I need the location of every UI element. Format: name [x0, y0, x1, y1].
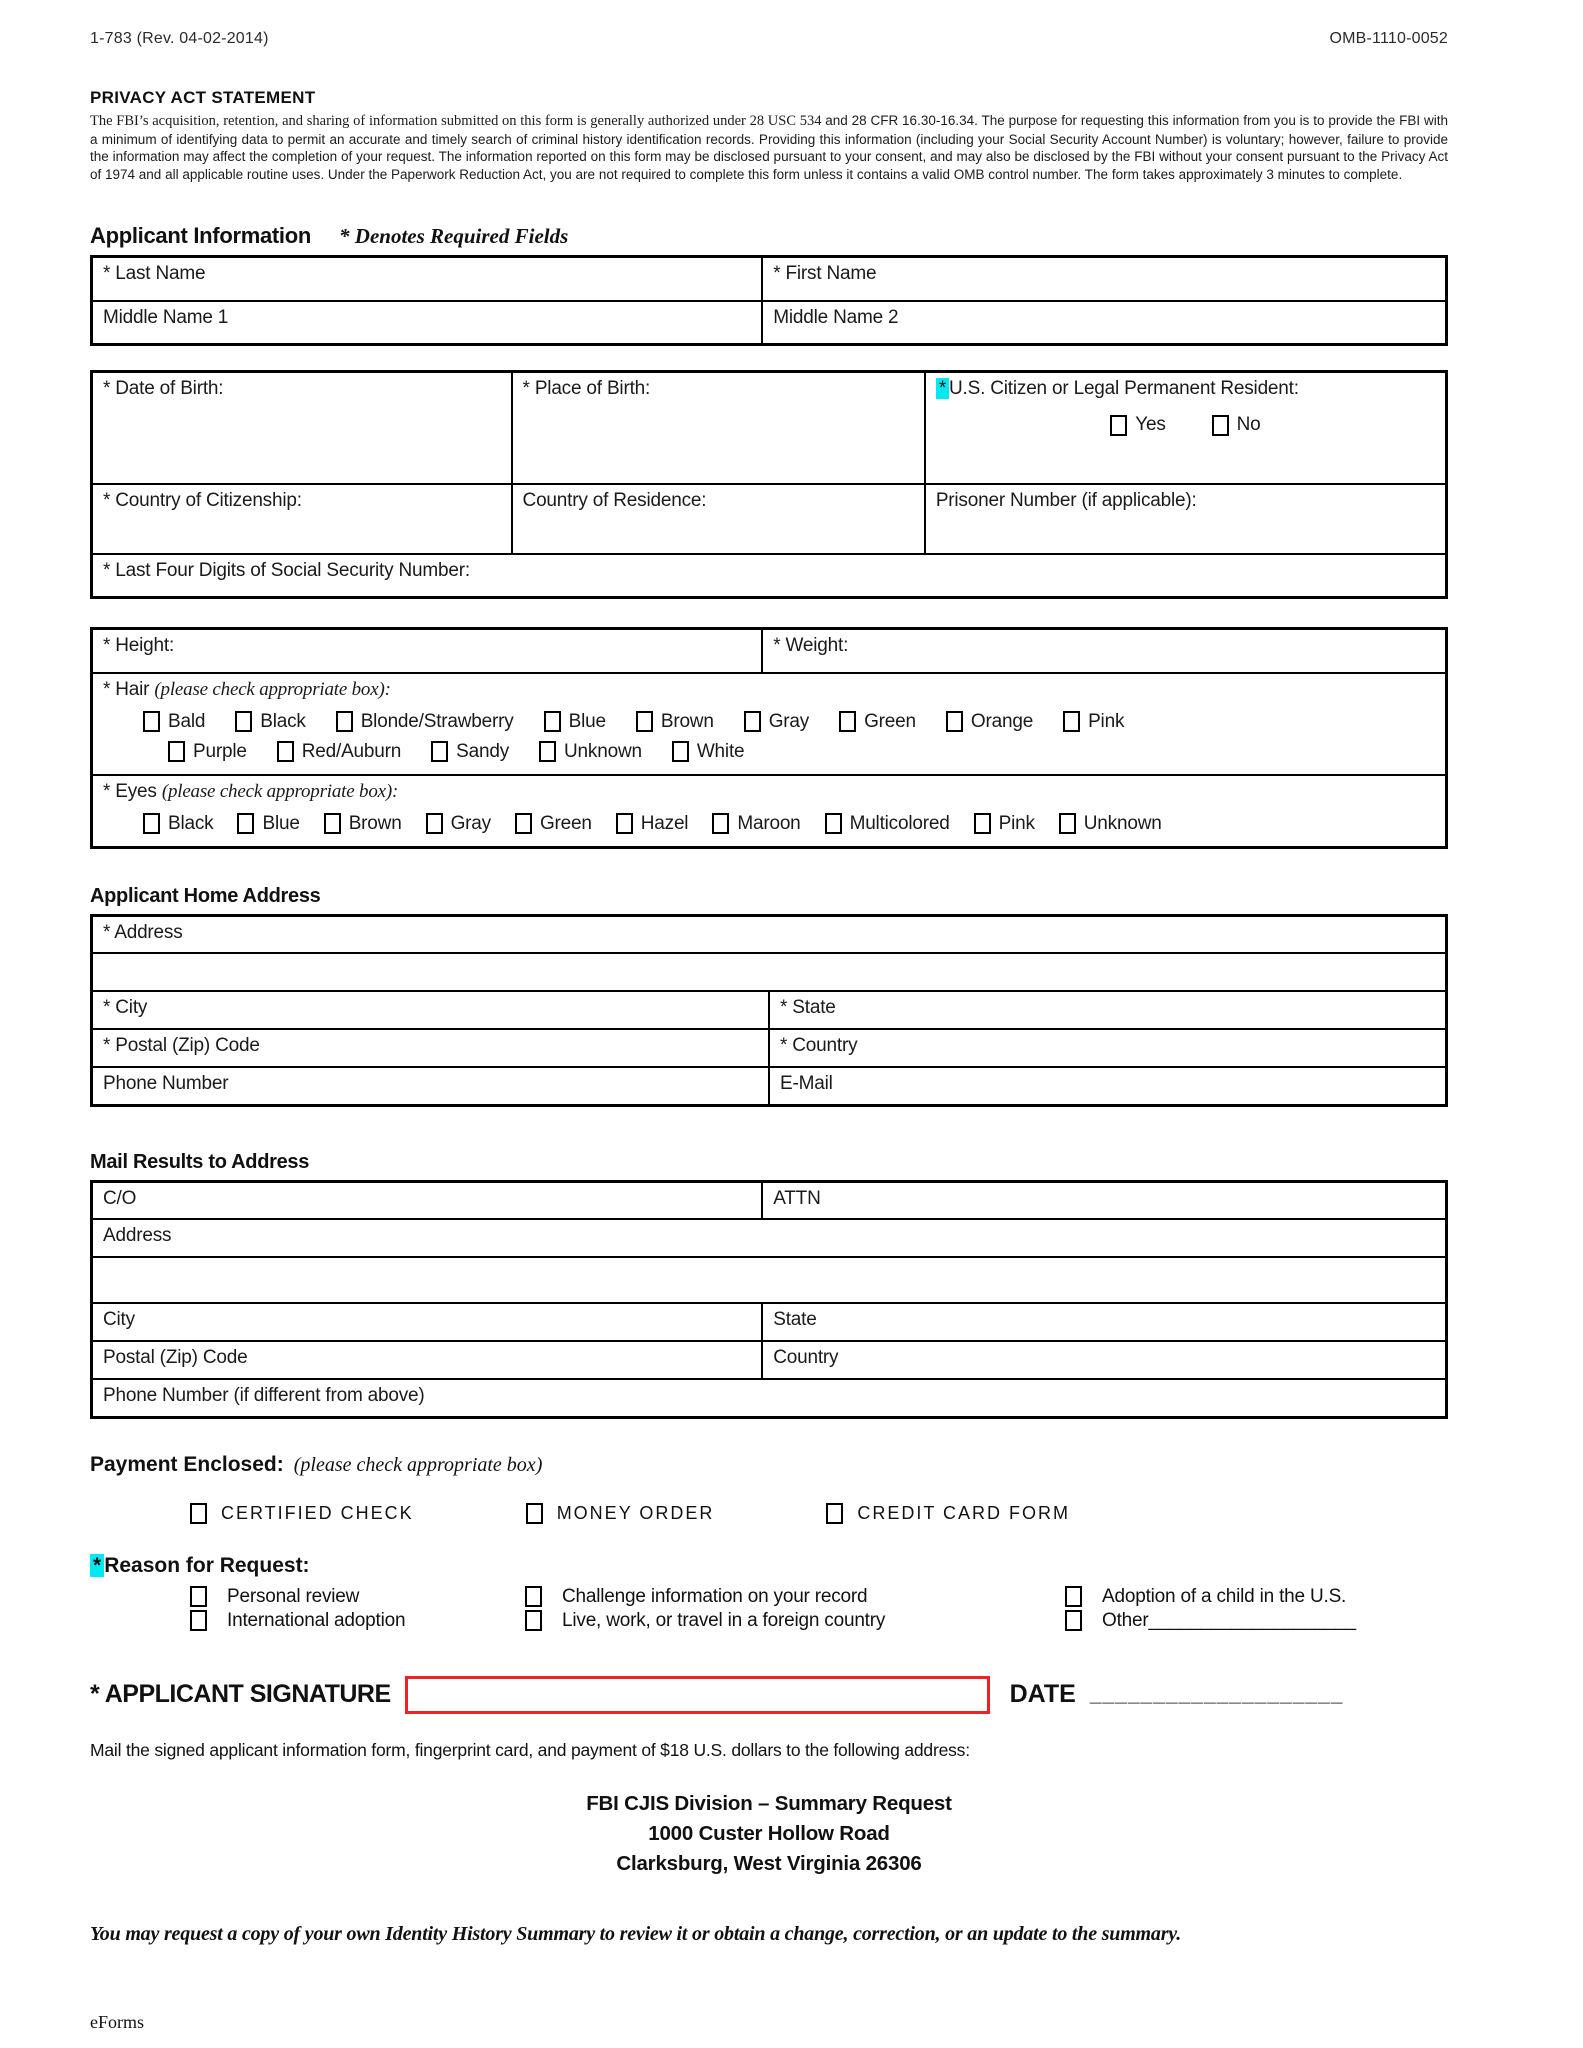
applicant-info-header	[90, 223, 1448, 249]
checkbox-label: Blue	[262, 812, 300, 834]
checkbox-label: International adoption	[227, 1609, 406, 1631]
fbi-address-line-2: 1000 Custer Hollow Road	[648, 1821, 890, 1845]
hair-field	[92, 673, 1447, 775]
mail-phone-label: Phone Number (if different from above)	[103, 1385, 425, 1406]
date-line[interactable]: ____________________	[1089, 1682, 1344, 1706]
payment-label: Payment Enclosed:	[90, 1452, 284, 1476]
home-postal-label: * Postal (Zip) Code	[103, 1035, 260, 1056]
checkbox-label: Brown	[348, 812, 402, 834]
checkbox-label: Personal review	[227, 1585, 360, 1607]
privacy-act-title: PRIVACY ACT STATEMENT	[90, 88, 316, 107]
citizen-yes-label: Yes	[1135, 414, 1166, 435]
checkbox-label: Pink	[1088, 710, 1125, 732]
checkbox-option	[525, 1610, 1065, 1632]
checkbox-option	[168, 741, 247, 763]
checkbox-option	[235, 711, 305, 733]
form-number: 1-783 (Rev. 04-02-2014)	[90, 30, 269, 47]
checkbox-option	[712, 813, 800, 835]
checkbox[interactable]	[636, 711, 653, 732]
last-name-label: * Last Name	[103, 263, 206, 284]
checkbox-label: Multicolored	[849, 812, 950, 834]
privacy-act-body	[90, 112, 1448, 183]
middle-name-2-field[interactable]	[762, 301, 1446, 345]
date-of-birth-label: * Date of Birth:	[103, 378, 224, 399]
privacy-act-text: and 28 CFR 16.30-16.34. The purpose for requesting this information from you is to provide the FBI with a minimum of identifying data to permit an accurate and timely search of criminal history identification records. Providing this information (including your Social Security Account Number) is voluntary; however, failure to provide the information may affect the completion of your request. The information reported on this form may be disclosed pursuant to your consent, and may also be disclosed by the FBI without your consent pursuant to the Privacy Act of 1974 and all applicable routine uses. Under the Paperwork Reduction Act, you are not required to complete this form unless it contains a valid OMB control number. The form takes approximately 3 minutes to complete.	[90, 113, 1448, 182]
checkbox-label: Sandy	[456, 740, 510, 762]
checkbox-option	[672, 741, 745, 763]
checkbox[interactable]	[825, 813, 842, 834]
hair-note: (please check appropriate box):	[154, 678, 391, 700]
checkbox-label: Other____________________	[1102, 1609, 1356, 1631]
mail-state-label: State	[773, 1309, 817, 1330]
middle-name-2-label: Middle Name 2	[773, 306, 899, 328]
checkbox[interactable]	[1059, 813, 1076, 834]
mail-co-field[interactable]	[92, 1181, 763, 1219]
checkbox-option	[946, 711, 1033, 733]
home-address-title: Applicant Home Address	[90, 884, 321, 907]
mail-postal-label: Postal (Zip) Code	[103, 1347, 248, 1368]
form-header	[90, 30, 1448, 48]
payment-section-header	[90, 1453, 1448, 1477]
reason-required-star: *	[90, 1554, 104, 1577]
checkbox[interactable]	[744, 711, 761, 732]
citizen-yes-checkbox[interactable]	[1110, 415, 1127, 436]
home-country-field[interactable]	[769, 1029, 1447, 1067]
home-postal-field[interactable]	[92, 1029, 770, 1067]
checkbox-option	[826, 1503, 1070, 1524]
home-phone-field[interactable]	[92, 1067, 770, 1105]
checkbox-label: CREDIT CARD FORM	[857, 1502, 1071, 1523]
checkbox[interactable]	[426, 813, 443, 834]
checkbox[interactable]	[1065, 1610, 1082, 1631]
reason-section-header	[90, 1554, 1448, 1578]
checkbox-option	[237, 813, 299, 835]
checkbox[interactable]	[1065, 1586, 1082, 1607]
home-phone-label: Phone Number	[103, 1073, 229, 1094]
checkbox[interactable]	[431, 741, 448, 762]
mail-country-label: Country	[773, 1347, 839, 1368]
checkbox-option	[1065, 1610, 1448, 1632]
checkbox-label: Bald	[168, 710, 206, 732]
height-label: * Height:	[103, 635, 175, 656]
checkbox-label: Adoption of a child in the U.S.	[1102, 1585, 1347, 1607]
name-table	[90, 255, 1448, 346]
mail-instruction: Mail the signed applicant information form, fingerprint card, and payment of $18 U.S. dollars to the following address:	[90, 1739, 970, 1760]
last-name-field[interactable]	[92, 257, 763, 301]
checkbox-option	[336, 711, 514, 733]
middle-name-1-label: Middle Name 1	[103, 306, 229, 328]
bio-table	[90, 370, 1448, 599]
checkbox-label: Blue	[568, 710, 606, 732]
required-fields-note: * Denotes Required Fields	[339, 224, 569, 248]
checkbox-option	[616, 813, 689, 835]
checkbox-label: Brown	[660, 710, 714, 732]
fbi-address-block	[90, 1789, 1448, 1879]
citizen-required-star: *	[936, 378, 949, 399]
home-address-field[interactable]	[92, 915, 1447, 953]
checkbox-option	[1065, 1586, 1448, 1608]
checkbox[interactable]	[616, 813, 633, 834]
first-name-field[interactable]	[762, 257, 1446, 301]
checkbox-option	[544, 711, 606, 733]
fbi-address-line-3: Clarksburg, West Virginia 26306	[616, 1851, 922, 1875]
home-address-label: * Address	[103, 921, 183, 943]
checkbox[interactable]	[946, 711, 963, 732]
checkbox-option	[525, 1586, 1065, 1608]
mail-co-label: C/O	[103, 1187, 137, 1209]
home-state-label: * State	[780, 997, 836, 1018]
privacy-act-intro: The FBI’s acquisition, retention, and sharing of information submitted on this form is generally authorized under 28 USC 534	[90, 113, 826, 129]
checkbox-option	[1059, 813, 1162, 835]
home-address-line2-field[interactable]	[92, 953, 1447, 991]
home-city-label: * City	[103, 997, 148, 1018]
checkbox[interactable]	[190, 1610, 207, 1631]
eyes-label: * Eyes	[103, 780, 157, 802]
checkbox-label: CERTIFIED CHECK	[221, 1502, 414, 1523]
checkbox-label: Purple	[193, 740, 247, 762]
checkbox-option	[143, 711, 205, 733]
checkbox-option	[539, 741, 642, 763]
eyes-note: (please check appropriate box):	[161, 780, 399, 802]
checkbox[interactable]	[539, 741, 556, 762]
country-of-residence-field[interactable]	[512, 484, 925, 554]
checkbox-label: Hazel	[640, 812, 689, 834]
checkbox[interactable]	[324, 813, 341, 834]
height-field[interactable]	[92, 629, 763, 673]
checkbox[interactable]	[544, 711, 561, 732]
checkbox-option	[515, 813, 592, 835]
checkbox-option	[825, 813, 950, 835]
checkbox-option	[190, 1586, 525, 1608]
checkbox-option	[277, 741, 401, 763]
checkbox-option	[636, 711, 714, 733]
checkbox-option	[526, 1503, 715, 1524]
applicant-info-title: Applicant Information	[90, 223, 312, 248]
checkbox-label: White	[696, 740, 745, 762]
checkbox-option	[431, 741, 509, 763]
eyes-field	[92, 775, 1447, 848]
home-address-table	[90, 914, 1448, 1107]
place-of-birth-field[interactable]	[512, 372, 925, 484]
weight-label: * Weight:	[773, 635, 849, 656]
weight-field[interactable]	[762, 629, 1446, 673]
mail-city-field[interactable]	[92, 1303, 763, 1341]
mail-address-label: Address	[103, 1225, 172, 1246]
checkbox[interactable]	[526, 1503, 543, 1524]
prisoner-number-label: Prisoner Number (if applicable):	[935, 489, 1197, 511]
hair-label: * Hair	[103, 678, 150, 700]
checkbox[interactable]	[190, 1586, 207, 1607]
checkbox-option	[426, 813, 491, 835]
reason-label: Reason for Request:	[104, 1553, 310, 1577]
checkbox[interactable]	[515, 813, 532, 834]
checkbox[interactable]	[826, 1503, 843, 1524]
citizen-label: U.S. Citizen or Legal Permanent Resident:	[949, 378, 1299, 399]
ssn-last-four-label: * Last Four Digits of Social Security Number:	[103, 559, 470, 581]
checkbox-option	[324, 813, 402, 835]
physical-table	[90, 627, 1448, 849]
mail-address-table	[90, 1180, 1448, 1419]
checkbox-label: Red/Auburn	[301, 740, 402, 762]
identity-summary-note: You may request a copy of your own Identity History Summary to review it or obtain a change, correction, or an update to the summary.	[90, 1922, 1182, 1945]
checkbox-option	[1063, 711, 1124, 733]
mail-state-field[interactable]	[762, 1303, 1446, 1341]
checkbox-option	[143, 813, 213, 835]
checkbox[interactable]	[235, 711, 252, 732]
citizen-yes-option	[1110, 414, 1165, 436]
fbi-address-line-1: FBI CJIS Division – Summary Request	[586, 1791, 952, 1815]
citizen-no-label: No	[1236, 414, 1261, 435]
checkbox[interactable]	[277, 741, 294, 762]
mail-city-label: City	[103, 1309, 135, 1330]
checkbox[interactable]	[168, 741, 185, 762]
checkbox[interactable]	[336, 711, 353, 732]
mail-attn-label: ATTN	[773, 1187, 821, 1209]
mail-country-field[interactable]	[762, 1341, 1446, 1379]
signature-box[interactable]	[405, 1676, 990, 1714]
mail-address-field[interactable]	[92, 1219, 1447, 1257]
date-of-birth-field[interactable]	[92, 372, 512, 484]
checkbox-label: Orange	[970, 710, 1034, 732]
checkbox-option	[839, 711, 916, 733]
checkbox[interactable]	[190, 1503, 207, 1524]
checkbox-label: Gray	[768, 710, 810, 732]
checkbox-label: Unknown	[564, 740, 642, 762]
country-of-citizenship-label: * Country of Citizenship:	[103, 489, 302, 511]
home-state-field[interactable]	[769, 991, 1447, 1029]
checkbox[interactable]	[672, 741, 689, 762]
checkbox-label: Unknown	[1083, 812, 1162, 834]
mail-address-title: Mail Results to Address	[90, 1150, 310, 1173]
citizen-field	[925, 372, 1447, 484]
prisoner-number-field[interactable]	[925, 484, 1447, 554]
place-of-birth-label: * Place of Birth:	[522, 378, 651, 399]
mail-postal-field[interactable]	[92, 1341, 763, 1379]
checkbox-label: Blonde/Strawberry	[360, 710, 514, 732]
first-name-label: * First Name	[773, 263, 877, 284]
checkbox[interactable]	[143, 711, 160, 732]
privacy-act-section	[90, 88, 1448, 183]
eforms-mark: eForms	[90, 2011, 144, 2032]
country-of-citizenship-field[interactable]	[92, 484, 512, 554]
middle-name-1-field[interactable]	[92, 301, 763, 345]
signature-row	[90, 1676, 1448, 1714]
mail-address-line2-field[interactable]	[92, 1257, 1447, 1303]
checkbox[interactable]	[143, 813, 160, 834]
citizen-no-option	[1212, 414, 1261, 436]
checkbox-option	[190, 1503, 414, 1524]
omb-number: OMB-1110-0052	[1329, 30, 1448, 47]
mail-attn-field[interactable]	[762, 1181, 1446, 1219]
checkbox-option	[190, 1610, 525, 1632]
checkbox-label: Live, work, or travel in a foreign country	[562, 1609, 886, 1631]
payment-note: (please check appropriate box)	[293, 1453, 543, 1476]
checkbox[interactable]	[839, 711, 856, 732]
checkbox-label: Green	[539, 812, 592, 834]
hair-options-row-2	[168, 741, 1435, 763]
citizen-no-checkbox[interactable]	[1212, 415, 1229, 436]
home-city-field[interactable]	[92, 991, 770, 1029]
checkbox[interactable]	[1063, 711, 1080, 732]
country-of-residence-label: Country of Residence:	[522, 489, 707, 511]
ssn-last-four-field[interactable]	[92, 554, 1447, 598]
home-email-label: E-Mail	[780, 1073, 833, 1094]
checkbox-option	[744, 711, 809, 733]
eye-options-row	[143, 813, 1435, 835]
reason-options-row-2	[190, 1610, 1448, 1632]
checkbox-label: Maroon	[737, 812, 801, 834]
checkbox-label: Black	[168, 812, 214, 834]
hair-options-row-1	[143, 711, 1435, 733]
checkbox[interactable]	[237, 813, 254, 834]
payment-options-row	[190, 1503, 1448, 1524]
home-email-field[interactable]	[769, 1067, 1447, 1105]
checkbox-label: Green	[864, 710, 916, 732]
checkbox[interactable]	[525, 1586, 542, 1607]
checkbox-label: Gray	[450, 812, 491, 834]
checkbox[interactable]	[712, 813, 729, 834]
checkbox[interactable]	[525, 1610, 542, 1631]
checkbox-label: Black	[260, 710, 306, 732]
checkbox-label: MONEY ORDER	[556, 1502, 715, 1523]
checkbox-option	[974, 813, 1035, 835]
mail-phone-field[interactable]	[92, 1379, 1447, 1417]
checkbox-label: Challenge information on your record	[562, 1585, 868, 1607]
date-label: DATE	[1009, 1680, 1076, 1708]
checkbox[interactable]	[974, 813, 991, 834]
applicant-signature-label: * APPLICANT SIGNATURE	[90, 1680, 391, 1708]
checkbox-label: Pink	[998, 812, 1035, 834]
home-country-label: * Country	[780, 1035, 858, 1056]
reason-options-row-1	[190, 1586, 1448, 1608]
